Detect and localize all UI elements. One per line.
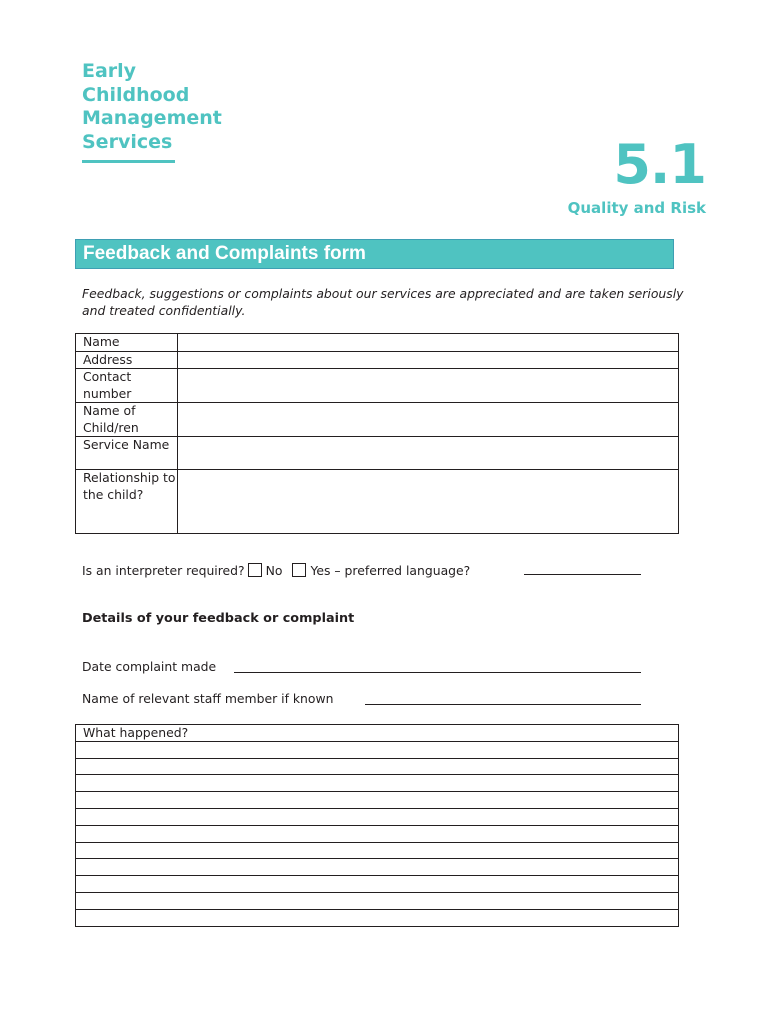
organisation-name-line: Management: [82, 107, 222, 129]
table-row: [76, 775, 679, 792]
contact-number-label: Contact number: [76, 369, 178, 403]
staff-member-field[interactable]: [365, 704, 641, 705]
service-name-label: Service Name: [76, 437, 178, 470]
what-happened-line[interactable]: [76, 909, 679, 926]
table-row: [76, 334, 679, 352]
service-name-field[interactable]: [178, 437, 679, 470]
child-name-field[interactable]: [178, 403, 679, 437]
date-complaint-field[interactable]: [234, 672, 641, 673]
organisation-name-line: Services: [82, 130, 173, 153]
form-title: Feedback and Complaints form: [83, 243, 366, 264]
interpreter-question: Is an interpreter required?: [82, 563, 245, 578]
organisation-underline: [82, 160, 175, 163]
date-complaint-label: Date complaint made: [82, 659, 217, 674]
form-intro: Feedback, suggestions or complaints about our services are appreciated and are taken seriously and treated confidentially.: [82, 286, 684, 318]
what-happened-line[interactable]: [76, 741, 679, 758]
contact-number-field[interactable]: [178, 369, 679, 403]
preferred-language-field[interactable]: [524, 574, 641, 575]
staff-member-label: Name of relevant staff member if known: [82, 691, 334, 706]
table-row: [76, 808, 679, 825]
child-name-label: Name of Child/ren: [76, 403, 178, 437]
table-row: [76, 909, 679, 926]
what-happened-line[interactable]: [76, 892, 679, 909]
what-happened-label: What happened?: [76, 725, 679, 742]
what-happened-line[interactable]: [76, 808, 679, 825]
contact-details-table: [75, 333, 679, 534]
organisation-name-line: Early: [82, 60, 137, 82]
table-row: [76, 842, 679, 859]
table-row: [76, 859, 679, 876]
what-happened-line[interactable]: [76, 792, 679, 809]
section-number: 5.1: [613, 133, 706, 196]
table-row: [76, 876, 679, 893]
what-happened-line[interactable]: [76, 825, 679, 842]
table-row: [76, 758, 679, 775]
feedback-details-heading: Details of your feedback or complaint: [82, 611, 355, 626]
relationship-field[interactable]: [178, 470, 679, 534]
interpreter-no-label: No: [265, 563, 283, 578]
what-happened-line[interactable]: [76, 842, 679, 859]
table-row: [76, 437, 679, 470]
table-row: [76, 725, 679, 742]
name-label: Name: [76, 334, 178, 352]
table-row: [76, 403, 679, 437]
organisation-name: [82, 60, 282, 154]
address-field[interactable]: [178, 351, 679, 369]
name-field[interactable]: [178, 334, 679, 352]
table-row: [76, 369, 679, 403]
relationship-label: Relationship to the child?: [76, 470, 178, 534]
table-row: [76, 825, 679, 842]
what-happened-line[interactable]: [76, 859, 679, 876]
what-happened-table: [75, 724, 679, 927]
what-happened-line[interactable]: [76, 775, 679, 792]
interpreter-no-checkbox[interactable]: [248, 563, 262, 577]
table-row: [76, 470, 679, 534]
interpreter-yes-checkbox[interactable]: [292, 563, 306, 577]
table-row: [76, 792, 679, 809]
what-happened-line[interactable]: [76, 758, 679, 775]
organisation-name-line: Childhood: [82, 83, 190, 106]
form-title-bar: [75, 239, 674, 269]
table-row: [76, 351, 679, 369]
interpreter-question-row: [82, 562, 470, 579]
what-happened-line[interactable]: [76, 876, 679, 893]
table-row: [76, 741, 679, 758]
address-label: Address: [76, 351, 178, 369]
table-row: [76, 892, 679, 909]
section-name: Quality and Risk: [567, 199, 706, 217]
interpreter-yes-label: Yes – preferred language?: [310, 563, 471, 578]
